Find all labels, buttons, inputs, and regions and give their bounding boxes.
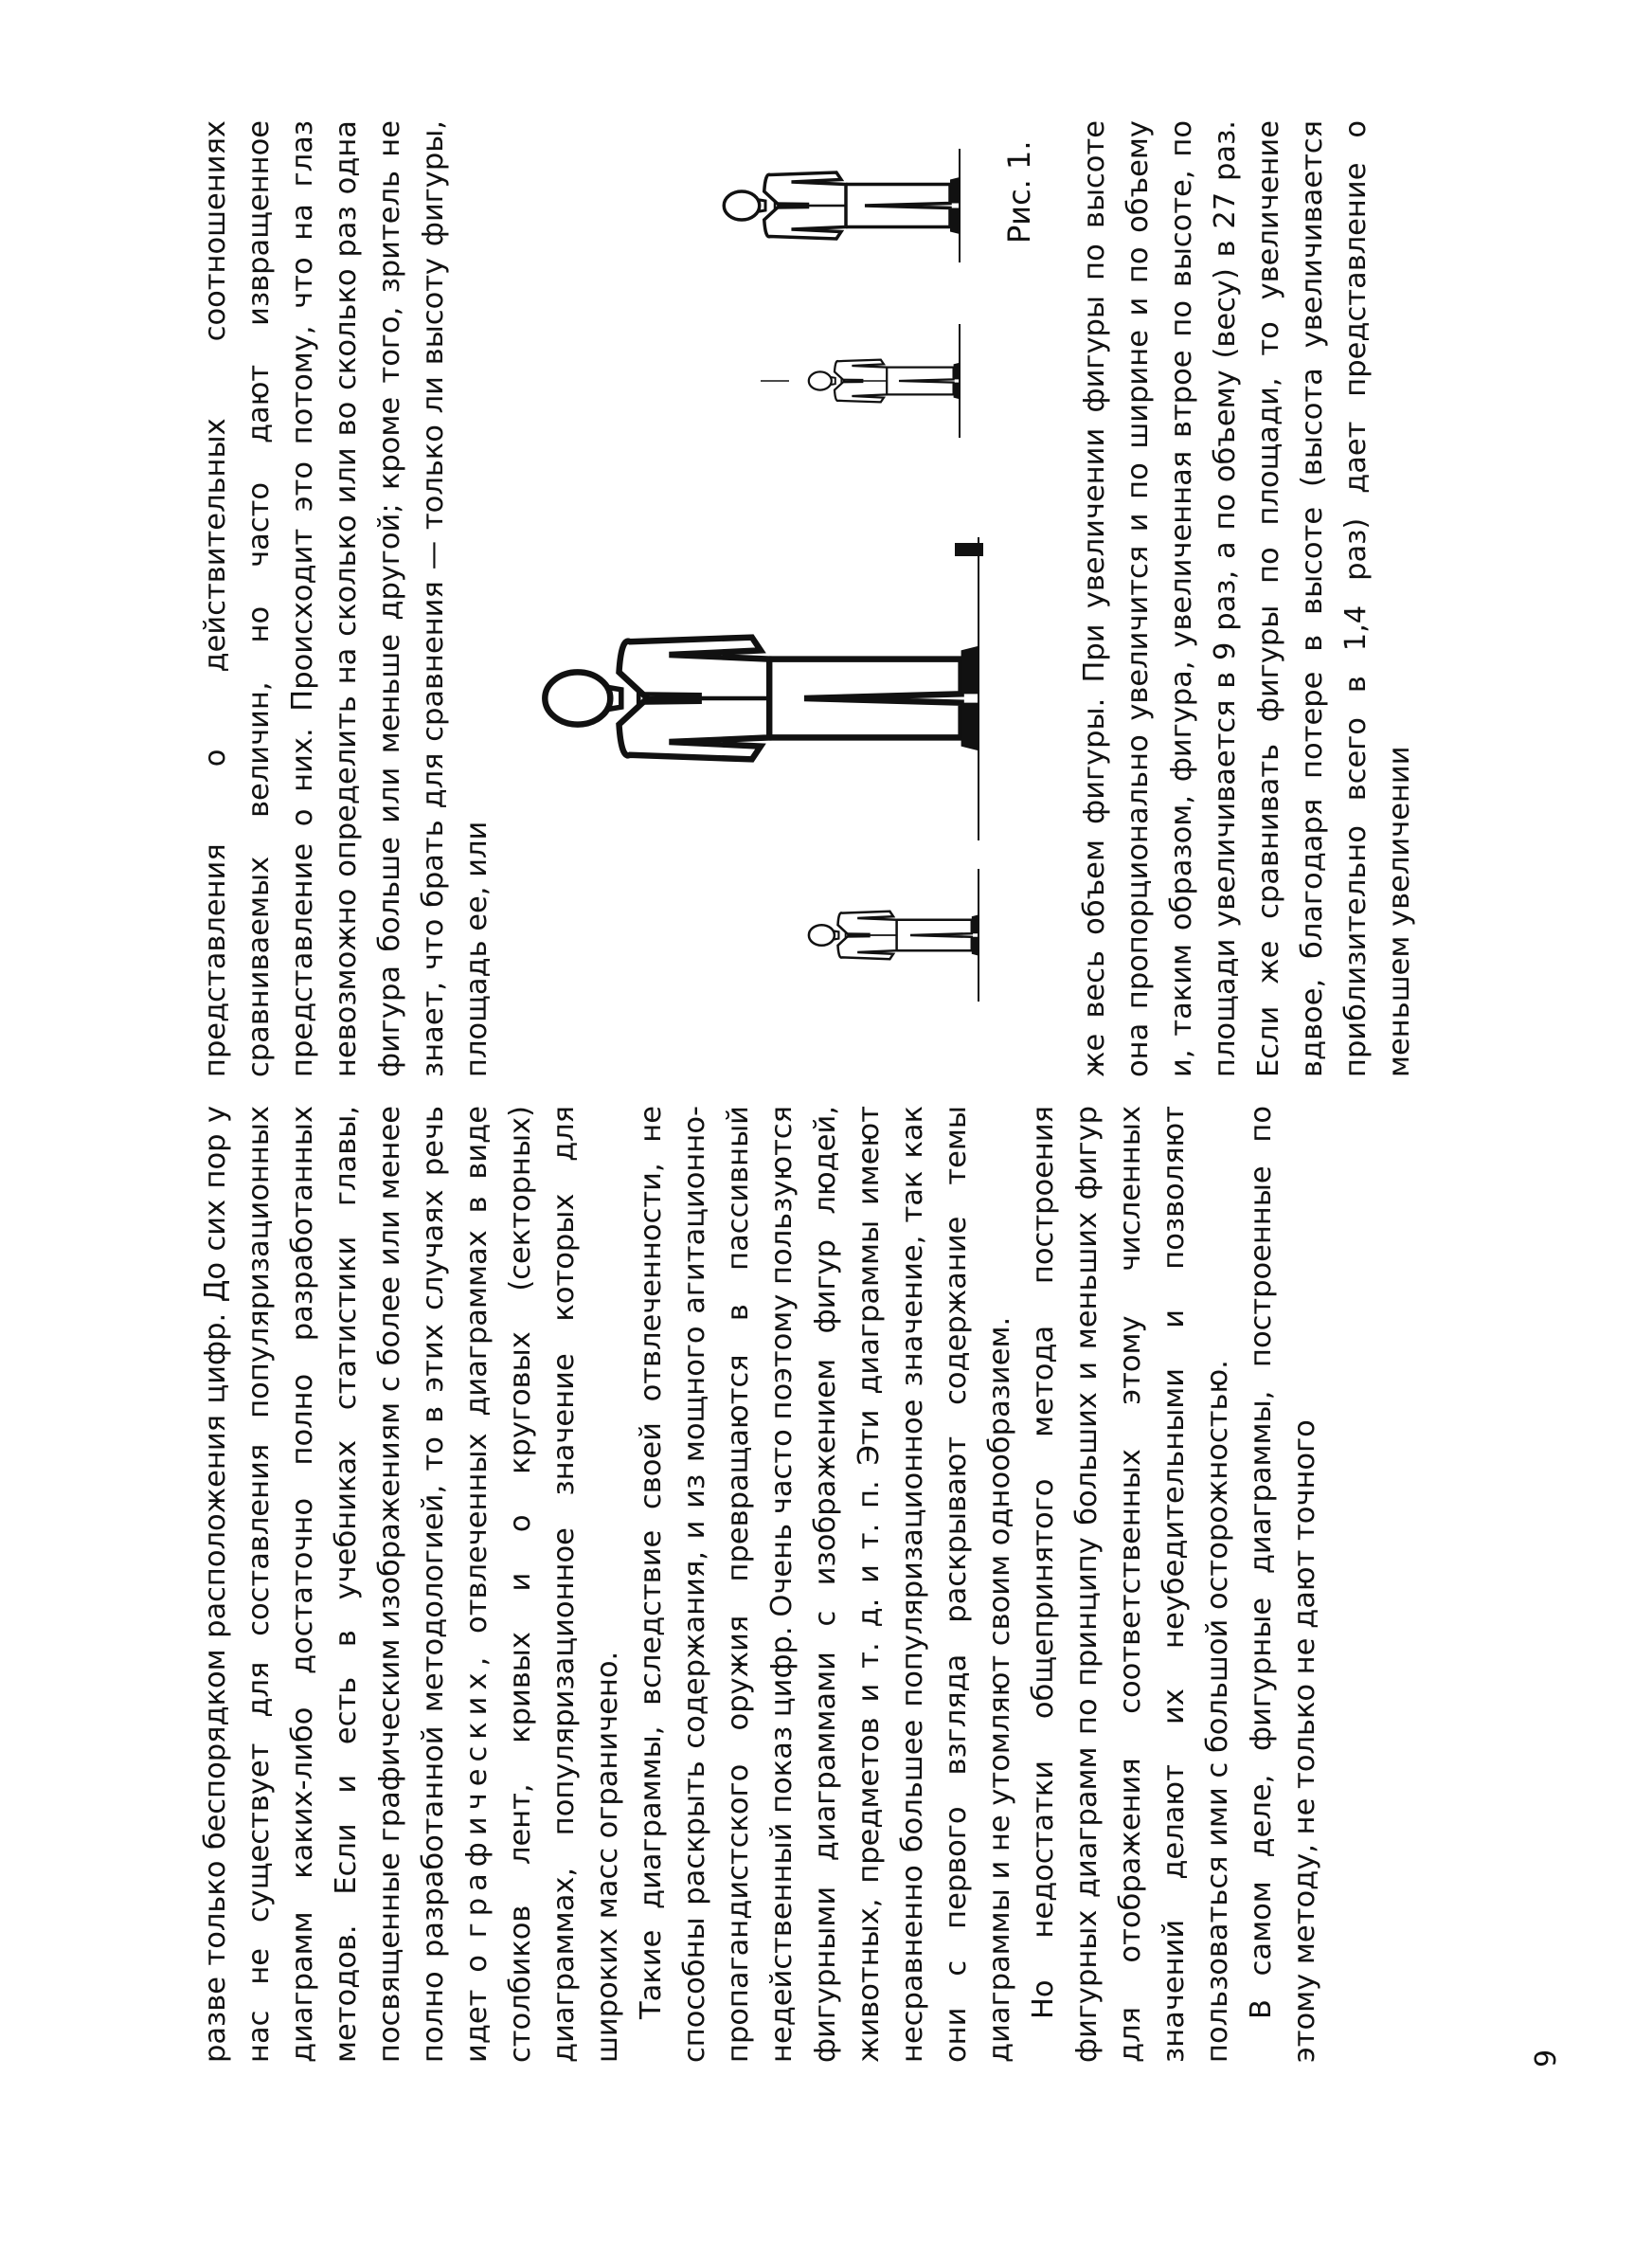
paragraph: разве только беспорядком расположения цифр. До сих пор у нас не существует для составления популяризационных диаграмм каких-либо достаточно полно разработанных методов. Если и есть в учебниках статистики главы, посвященные графическим изображениям с более или менее полно разработанной методологией, то в этих случаях речь идет о графических, отвлеченных диаграммах в виде столбиков лент, кривых и о круговых (секторных) диаграммах, популяризационное значение которых для широких масс ограничено. (199, 1106, 624, 2063)
page-number: 6 (1527, 2049, 1560, 2067)
figure-caption: Рис. 1. (1001, 140, 1037, 244)
right-text-column (194, 120, 1422, 1077)
small-man-figure-2 (761, 324, 960, 438)
paragraph: В самом деле, фигурные диаграммы, построенные по этому методу, не только не дают точного (1245, 1106, 1321, 2063)
paragraph: представления о действительных соотношениях сравниваемых величин, но часто дают извращенное представление о них. Происходит это потому, что на глаз невозможно определить на сколько или во сколько раз одна фигура больше или меньше другой; кроме того, зритель не знает, что брать для сравнения — только ли высоту фигуры, площадь ее, или (199, 120, 494, 1077)
medium-man-figure (724, 149, 960, 262)
figure-1 (505, 120, 1073, 1077)
large-man-figure (545, 537, 983, 840)
figure-illustration (505, 120, 997, 1077)
left-text-column (194, 1106, 1327, 2063)
paragraph: Но недостатки общепринятого метода построения фигурных диаграмм по принципу больших и меньших фигур для отображения соответственных этому численных значений делают их неубедительными и позволяют пользоваться ими с большой осторожностью. (1027, 1106, 1234, 2063)
paragraph: же весь объем фигуры. При увеличении фигуры по высоте она пропорционально увеличится и по ширине и по объему и, таким образом, фигура, увеличенная втрое по высоте, по площади увеличивается в 9 раз, а по объему (весу) в 27 раз. Если же сравнивать фигуры по площади, то увеличение вдвое, благодаря потере в высоте (высота увеличивается приблизительно всего в 1,4 раз) дает представление о меньшем увеличении (1078, 120, 1416, 1077)
small-man-figure-1 (809, 869, 979, 1002)
spaced-word: графических, (460, 1650, 494, 1939)
paragraph: Такие диаграммы, вследствие своей отвлеченности, не способны раскрыть содержания, и из мощного агитационно-пропагандистского оружия превращаются в пассивный недейственный показ цифр. Очень часто поэтому пользуются фигурными диаграммами с изображением фигур людей, животных, предметов и т. д. и т. п. Эти диаграммы имеют несравненно большее популяризационное значение, так как они с первого взгляда раскрывают содержание темы диаграммы и не утомляют своим однообразием. (635, 1106, 1016, 2063)
